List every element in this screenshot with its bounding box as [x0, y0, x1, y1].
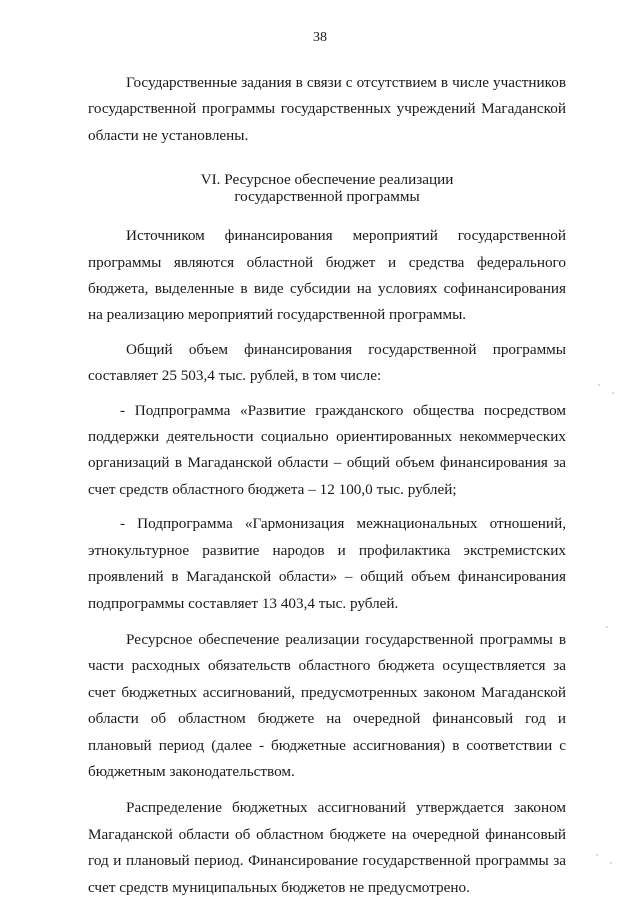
- list-item-subprogram-2: - Подпрограмма «Гармонизация межнациональных отношений, этнокультурное развитие народов и профилактика экстремистских проявлений в Магаданской области» – общий объем финансирования подпрограммы составляет 13 403,4 тыс. рублей.: [88, 515, 566, 612]
- page-number: 38: [313, 30, 327, 45]
- list-item-subprogram-1: - Подпрограмма «Развитие гражданского общества посредством поддержки деятельности социально ориентированных некоммерческих организаций в Магаданской области – общий объем финансирования за счет средств областного бюджета – 12 100,0 тыс. рублей;: [88, 401, 566, 498]
- scan-speck: [596, 854, 598, 856]
- section-heading-line-2: государственной программы: [234, 188, 420, 206]
- scan-speck: [598, 384, 600, 386]
- paragraph-allocation: Распределение бюджетных ассигнований утверждается законом Магаданской области об областном бюджете на очередной финансовый год и плановый период. Финансирование государственной программы за счет средств муниципальных бюджетов не предусмотрено.: [88, 799, 566, 896]
- scan-speck: [610, 862, 612, 864]
- paragraph-state-assignments: Государственные задания в связи с отсутствием в числе участников государственной программы государственных учреждений Магаданской области не установлены.: [88, 74, 566, 144]
- paragraph-total-funding: Общий объем финансирования государственной программы составляет 25 503,4 тыс. рублей, в том числе:: [88, 340, 566, 385]
- scan-speck: [606, 626, 608, 628]
- paragraph-resource-provision: Ресурсное обеспечение реализации государственной программы в части расходных обязательств областного бюджета осуществляется за счет бюджетных ассигнований, предусмотренных законом Магаданской области об областном бюджете на очередной финансовый год и плановый период (далее - бюджетные ассигнования) в соответствии с бюджетным законодательством.: [88, 630, 566, 780]
- document-body: [88, 70, 566, 901]
- section-heading-line-1: VI. Ресурсное обеспечение реализации: [200, 171, 454, 189]
- paragraph-funding-sources: Источником финансирования мероприятий государственной программы являются областной бюджет и средства федерального бюджета, выделенные в виде субсидии на условиях софинансирования на реализацию мероприятий государственной программы.: [88, 227, 566, 324]
- section-heading: [88, 171, 566, 205]
- scan-speck: [612, 392, 614, 394]
